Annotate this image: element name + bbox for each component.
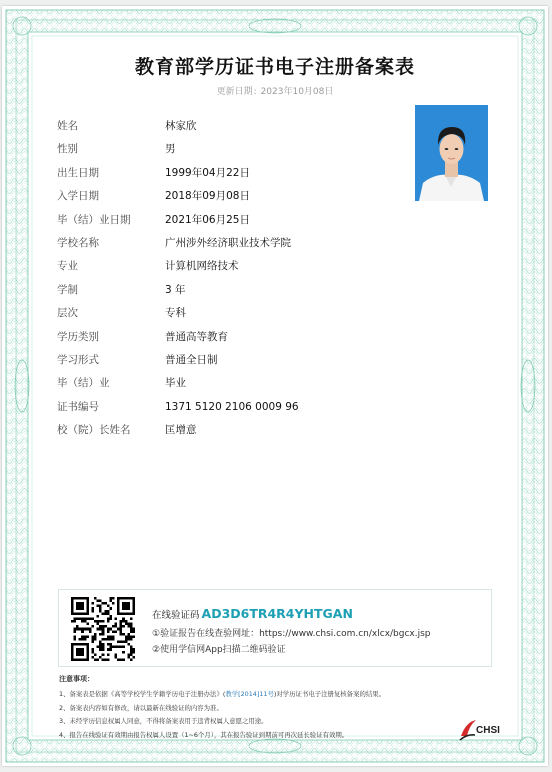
regulation-link[interactable]: 教学[2014]11号 [225,690,274,698]
field-value: 毕业 [165,377,186,390]
field-label: 性别 [57,143,78,156]
certificate-sheet [2,6,548,766]
chsi-logo [458,718,504,742]
qr-code-icon[interactable] [71,597,135,661]
field-label: 出生日期 [57,166,99,179]
field-label: 姓名 [57,120,78,132]
student-photo [415,105,488,201]
field-label: 学制 [57,283,78,296]
field-value: 1999年04月22日 [165,166,250,179]
field-label: 毕（结）业 [57,377,110,390]
verification-code-line [152,606,353,621]
field-value: 广州涉外经济职业技术学院 [165,236,291,249]
field-value: 2021年06月25日 [165,213,250,226]
updated-value: 2023年10月08日 [260,87,334,97]
note-item: 3、未经学历信息权属人同意，不得将备案表用于违背权属人意愿之用途。 [59,717,268,726]
note-item: 4、报告在线验证有效期由报告权属人设置（1~6个月），其在报告验证到期前可再次延长验证有效期。 [59,730,349,739]
document-title: 教育部学历证书电子注册备案表 [134,56,415,78]
field-label: 层次 [57,307,78,320]
field-value: 1371 5120 2106 0009 96 [165,400,299,413]
field-label: 入学日期 [57,190,99,203]
notes-title: 注意事项： [59,675,94,683]
updated-date: 更新日期: 2023年10月08日 [216,87,334,97]
field-value: 普通全日制 [165,353,218,366]
field-value: 3 年 [165,283,186,296]
field-label: 毕（结）业日期 [57,213,131,226]
field-value: 匡增意 [165,424,197,437]
field-label: 校（院）长姓名 [57,424,131,437]
verification-code: AD3D6TR4R4YHTGAN [201,606,353,621]
field-label: 学习形式 [57,353,99,366]
field-label: 证书编号 [57,400,99,413]
field-value: 2018年09月08日 [165,190,250,203]
field-value: 林家欣 [165,120,197,132]
verification-url-line[interactable]: ①验证报告在线查验网址：https://www.chsi.com.cn/xlcx/bgcx.jsp [152,629,431,639]
field-value: 普通高等教育 [165,330,228,343]
verification-code-label: 在线验证码 [152,610,200,621]
field-value: 男 [165,143,176,156]
note-item [59,688,385,702]
note-text: 1、备案表是依据《高等学校学生学籍学历电子注册办法》( [59,690,226,698]
chsi-logo-icon [458,718,478,742]
field-label: 学校名称 [57,236,99,249]
field-label: 学历类别 [57,330,99,343]
notes-section [59,674,385,742]
updated-label: 更新日期 [216,87,253,97]
verification-app-line: ②使用学信网App扫描二维码验证 [152,645,286,655]
note-text: )对学历证书电子注册复核备案的结果。 [273,690,386,698]
field-value: 计算机网络技术 [165,260,239,273]
verification-box [58,589,492,667]
field-label: 专业 [57,260,78,273]
field-value: 专科 [165,307,186,320]
chsi-logo-text: CHSI [476,725,500,736]
note-item: 2、备案表内容如有修改，请以最新在线验证的内容为准。 [59,703,223,712]
